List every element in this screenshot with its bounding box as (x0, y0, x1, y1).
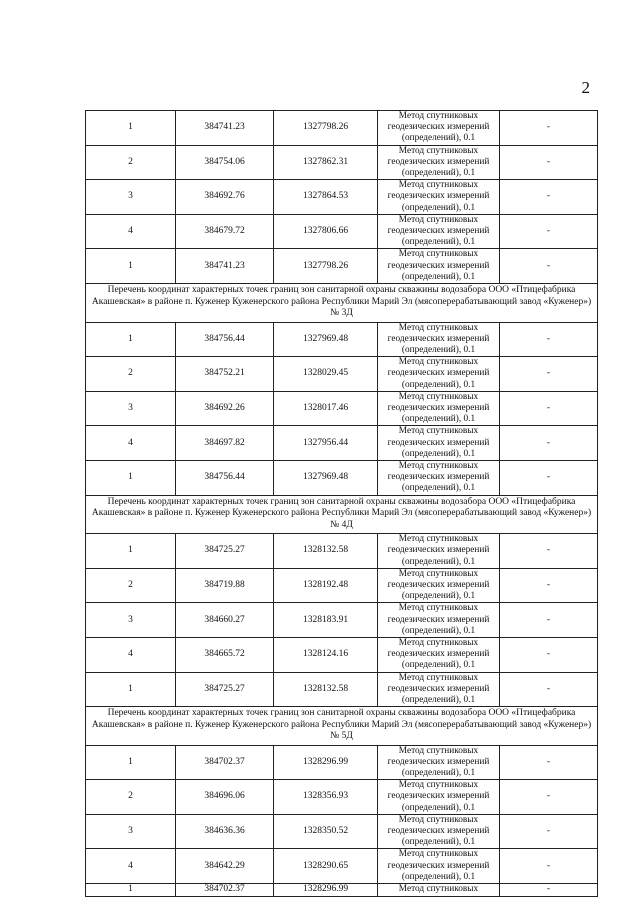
section-header: Перечень координат характерных точек границ зон санитарной охраны скважины водозабора ООО «Птицефабрика Акашевская» в районе п. Куженер Куженерского района Республики Марий Эл (мясоперерабатывающий завод «Куженер») № 3Д (86, 284, 598, 323)
coord-x: 384741.23 (176, 249, 274, 284)
point-number: 4 (86, 426, 176, 461)
point-number: 2 (86, 145, 176, 180)
coord-y: 1328183.91 (274, 603, 378, 638)
coord-y: 1328029.45 (274, 357, 378, 392)
coord-y: 1327864.53 (274, 180, 378, 215)
accuracy-dash: - (500, 111, 598, 146)
table-row (86, 214, 598, 249)
point-number: 1 (86, 460, 176, 495)
method-cell: Метод спутниковых геодезических измерений (определений), 0.1 (378, 568, 500, 603)
coord-x: 384725.27 (176, 534, 274, 569)
coord-x: 384725.27 (176, 672, 274, 707)
method-cell: Метод спутниковых геодезических измерений (определений), 0.1 (378, 849, 500, 884)
point-number: 3 (86, 391, 176, 426)
point-number: 3 (86, 814, 176, 849)
accuracy-dash: - (500, 249, 598, 284)
accuracy-dash: - (500, 780, 598, 815)
table-row (86, 780, 598, 815)
point-number: 1 (86, 745, 176, 780)
section-header-row (86, 495, 598, 534)
method-cell: Метод спутниковых геодезических измерений (определений), 0.1 (378, 111, 500, 146)
point-number: 4 (86, 214, 176, 249)
point-number: 3 (86, 603, 176, 638)
accuracy-dash: - (500, 884, 598, 897)
section-header-row (86, 284, 598, 323)
accuracy-dash: - (500, 745, 598, 780)
accuracy-dash: - (500, 534, 598, 569)
method-cell: Метод спутниковых (378, 884, 500, 897)
section-header: Перечень координат характерных точек границ зон санитарной охраны скважины водозабора ООО «Птицефабрика Акашевская» в районе п. Куженер Куженерского района Республики Марий Эл (мясоперерабатывающий завод «Куженер») № 4Д (86, 495, 598, 534)
coord-y: 1327806.66 (274, 214, 378, 249)
point-number: 1 (86, 322, 176, 357)
coord-x: 384642.29 (176, 849, 274, 884)
coord-x: 384679.72 (176, 214, 274, 249)
accuracy-dash: - (500, 460, 598, 495)
method-cell: Метод спутниковых геодезических измерений (определений), 0.1 (378, 814, 500, 849)
section-header-row (86, 707, 598, 746)
coord-y: 1328017.46 (274, 391, 378, 426)
coord-x: 384719.88 (176, 568, 274, 603)
coord-x: 384692.26 (176, 391, 274, 426)
accuracy-dash: - (500, 568, 598, 603)
method-cell: Метод спутниковых геодезических измерений (определений), 0.1 (378, 357, 500, 392)
table-row (86, 637, 598, 672)
coord-x: 384756.44 (176, 460, 274, 495)
table-row (86, 357, 598, 392)
method-cell: Метод спутниковых геодезических измерений (определений), 0.1 (378, 214, 500, 249)
accuracy-dash: - (500, 814, 598, 849)
table-row (86, 568, 598, 603)
accuracy-dash: - (500, 672, 598, 707)
section-header: Перечень координат характерных точек границ зон санитарной охраны скважины водозабора ООО «Птицефабрика Акашевская» в районе п. Куженер Куженерского района Республики Марий Эл (мясоперерабатывающий завод «Куженер») № 5Д (86, 707, 598, 746)
coord-y: 1328356.93 (274, 780, 378, 815)
coord-x: 384754.06 (176, 145, 274, 180)
coord-y: 1327862.31 (274, 145, 378, 180)
method-cell: Метод спутниковых геодезических измерений (определений), 0.1 (378, 145, 500, 180)
coord-y: 1327798.26 (274, 249, 378, 284)
table-row (86, 534, 598, 569)
method-cell: Метод спутниковых геодезических измерений (определений), 0.1 (378, 603, 500, 638)
point-number: 4 (86, 849, 176, 884)
coord-x: 384752.21 (176, 357, 274, 392)
method-cell: Метод спутниковых геодезических измерений (определений), 0.1 (378, 672, 500, 707)
method-cell: Метод спутниковых геодезических измерений (определений), 0.1 (378, 460, 500, 495)
accuracy-dash: - (500, 357, 598, 392)
coord-y: 1327969.48 (274, 460, 378, 495)
accuracy-dash: - (500, 849, 598, 884)
coord-y: 1328192.48 (274, 568, 378, 603)
coord-y: 1327798.26 (274, 111, 378, 146)
coordinates-document (85, 110, 597, 897)
point-number: 1 (86, 534, 176, 569)
table-row (86, 145, 598, 180)
coord-y: 1328296.99 (274, 745, 378, 780)
coord-y: 1327956.44 (274, 426, 378, 461)
point-number: 1 (86, 249, 176, 284)
coord-x: 384756.44 (176, 322, 274, 357)
table-row (86, 391, 598, 426)
table-row (86, 249, 598, 284)
accuracy-dash: - (500, 426, 598, 461)
accuracy-dash: - (500, 145, 598, 180)
coord-x: 384697.82 (176, 426, 274, 461)
point-number: 3 (86, 180, 176, 215)
method-cell: Метод спутниковых геодезических измерений (определений), 0.1 (378, 745, 500, 780)
table-row (86, 814, 598, 849)
method-cell: Метод спутниковых геодезических измерений (определений), 0.1 (378, 426, 500, 461)
point-number: 1 (86, 672, 176, 707)
coord-x: 384636.36 (176, 814, 274, 849)
table-row (86, 884, 598, 897)
coord-x: 384692.76 (176, 180, 274, 215)
accuracy-dash: - (500, 637, 598, 672)
method-cell: Метод спутниковых геодезических измерений (определений), 0.1 (378, 534, 500, 569)
accuracy-dash: - (500, 603, 598, 638)
coord-y: 1328124.16 (274, 637, 378, 672)
coord-x: 384665.72 (176, 637, 274, 672)
coord-x: 384741.23 (176, 111, 274, 146)
point-number: 2 (86, 357, 176, 392)
coord-x: 384702.37 (176, 884, 274, 897)
method-cell: Метод спутниковых геодезических измерений (определений), 0.1 (378, 322, 500, 357)
table-row (86, 180, 598, 215)
point-number: 1 (86, 111, 176, 146)
coord-x: 384660.27 (176, 603, 274, 638)
table-row (86, 426, 598, 461)
coord-y: 1328350.52 (274, 814, 378, 849)
accuracy-dash: - (500, 214, 598, 249)
page-number: 2 (581, 78, 590, 97)
coordinates-table (85, 110, 598, 897)
coord-x: 384702.37 (176, 745, 274, 780)
coord-y: 1328132.58 (274, 672, 378, 707)
coord-y: 1328290.65 (274, 849, 378, 884)
table-row (86, 849, 598, 884)
table-row (86, 111, 598, 146)
point-number: 2 (86, 780, 176, 815)
method-cell: Метод спутниковых геодезических измерений (определений), 0.1 (378, 180, 500, 215)
coord-y: 1328132.58 (274, 534, 378, 569)
point-number: 1 (86, 884, 176, 897)
table-row (86, 745, 598, 780)
method-cell: Метод спутниковых геодезических измерений (определений), 0.1 (378, 249, 500, 284)
point-number: 2 (86, 568, 176, 603)
method-cell: Метод спутниковых геодезических измерений (определений), 0.1 (378, 780, 500, 815)
point-number: 4 (86, 637, 176, 672)
coord-x: 384696.06 (176, 780, 274, 815)
method-cell: Метод спутниковых геодезических измерений (определений), 0.1 (378, 391, 500, 426)
table-row (86, 672, 598, 707)
accuracy-dash: - (500, 391, 598, 426)
accuracy-dash: - (500, 180, 598, 215)
table-row (86, 603, 598, 638)
accuracy-dash: - (500, 322, 598, 357)
method-cell: Метод спутниковых геодезических измерений (определений), 0.1 (378, 637, 500, 672)
table-row (86, 460, 598, 495)
table-row (86, 322, 598, 357)
coord-y: 1328296.99 (274, 884, 378, 897)
coord-y: 1327969.48 (274, 322, 378, 357)
